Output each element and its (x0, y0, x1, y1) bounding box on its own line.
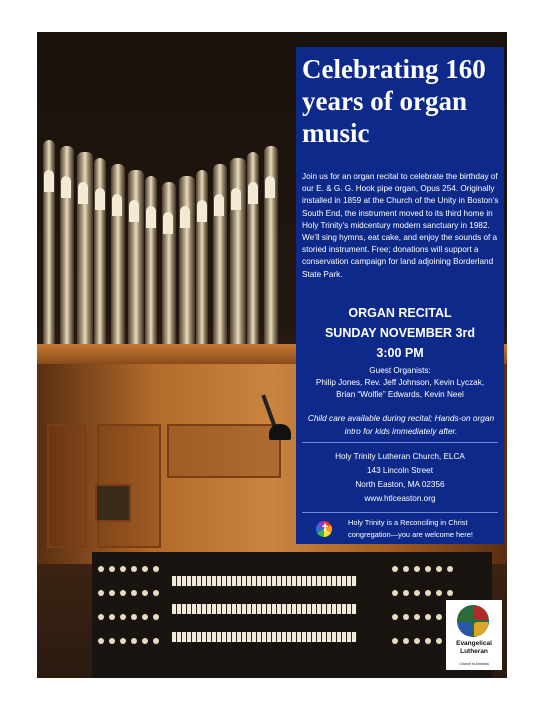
organ-stop (447, 590, 453, 596)
organ-manual (172, 576, 357, 586)
organ-pipe-mouth (197, 200, 207, 222)
wood-panel (95, 484, 131, 522)
organ-stop (142, 638, 148, 644)
organ-stop (142, 590, 148, 596)
organ-pipe (213, 164, 227, 352)
organ-stop (425, 566, 431, 572)
elca-name: Evangelical Lutheran (456, 640, 492, 655)
reconciling-note: Holy Trinity is a Reconciling in Christ congregation—you are welcome here! (348, 518, 473, 539)
organ-manual (172, 632, 357, 642)
organ-stop (109, 590, 115, 596)
organ-pipe-mouth (95, 188, 105, 210)
divider (302, 442, 498, 443)
organ-pipe-mouth (265, 176, 275, 198)
elca-logo (446, 600, 502, 670)
organ-pipe-mouth (248, 182, 258, 204)
organ-stop (392, 614, 398, 620)
organ-stop (436, 638, 442, 644)
event-time: 3:00 PM (376, 346, 424, 360)
organ-pipe (179, 176, 195, 352)
cross-icon: ✝ (321, 523, 330, 534)
organ-pipe-mouth (129, 200, 139, 222)
organ-stop (447, 566, 453, 572)
organ-stop (403, 590, 409, 596)
organ-stop (403, 566, 409, 572)
guest-heading: Guest Organists: (369, 366, 431, 375)
organ-pipe (196, 170, 208, 352)
organ-pipe (128, 170, 144, 352)
elca-subtitle: Church in America (459, 662, 489, 666)
organ-stop (120, 590, 126, 596)
organ-stop (131, 614, 137, 620)
organ-pipe-mouth (61, 176, 71, 198)
organ-stop (403, 638, 409, 644)
organ-pipe-mouth (146, 206, 156, 228)
church-website[interactable]: www.htlceaston.org (364, 494, 436, 503)
organ-stop (120, 566, 126, 572)
organ-pipe (162, 182, 176, 352)
organ-stop (414, 566, 420, 572)
organ-stop (98, 590, 104, 596)
wood-panel (167, 424, 281, 478)
organ-pipe (145, 176, 157, 352)
organ-manual (172, 604, 357, 614)
organ-stop (98, 566, 104, 572)
organ-stop (98, 638, 104, 644)
organ-stop (392, 638, 398, 644)
organ-stop (392, 590, 398, 596)
guest-list-line: Philip Jones, Rev. Jeff Johnson, Kevin Lyczak, (315, 378, 485, 387)
organ-console (92, 552, 492, 678)
wood-panel (47, 424, 87, 548)
organ-stop (392, 566, 398, 572)
lamp-icon (269, 424, 291, 440)
organ-pipe-mouth (112, 194, 122, 216)
info-panel (296, 47, 504, 544)
organ-stop (425, 614, 431, 620)
organ-stop (120, 638, 126, 644)
organ-stop (153, 590, 159, 596)
intro-text: Join us for an organ recital to celebrate the birthday of our E. & G. G. Hook pipe organ, Opus 254. Originally installed in 1859 at the Church of the Unity in Boston’s South End, the instrument moved to its third home in Holy Trinity’s midcentury modern sanctuary in 1982. We’ll sing hymns, eat cake, and enjoy the sounds of a storied instrument. Free; donations will support a conservation campaign for land adjoining Borderland State Park. (302, 172, 499, 279)
organ-stop (436, 590, 442, 596)
organ-stop (109, 566, 115, 572)
organ-stop (414, 638, 420, 644)
organ-pipe-mouth (180, 206, 190, 228)
organ-stop (153, 566, 159, 572)
organ-pipe-mouth (44, 170, 54, 192)
organ-stop (425, 590, 431, 596)
organ-pipe-mouth (78, 182, 88, 204)
organ-stop (98, 614, 104, 620)
organ-stop (131, 566, 137, 572)
divider (302, 512, 498, 513)
organ-pipe (230, 158, 246, 352)
organ-pipe-mouth (231, 188, 241, 210)
organ-stop (131, 590, 137, 596)
event-date: SUNDAY NOVEMBER 3rd (324, 326, 476, 340)
guest-list-line: Brian “Wolfie” Edwards, Kevin Neel (336, 390, 464, 399)
organ-stop (153, 614, 159, 620)
organ-stop (403, 614, 409, 620)
organ-stop (414, 590, 420, 596)
organ-stop (131, 638, 137, 644)
organ-pipe (111, 164, 125, 352)
church-city: North Easton, MA 02356 (355, 480, 445, 489)
organ-stop (414, 614, 420, 620)
organ-stop (425, 638, 431, 644)
organ-stop (142, 614, 148, 620)
event-title: ORGAN RECITAL (348, 306, 452, 320)
organ-stop (142, 566, 148, 572)
church-street: 143 Lincoln Street (367, 466, 433, 475)
childcare-note: Child care available during recital; Hands-on organ intro for kids immediately after. (307, 413, 495, 436)
organ-stop (120, 614, 126, 620)
organ-stop (109, 614, 115, 620)
church-name: Holy Trinity Lutheran Church, ELCA (335, 452, 465, 461)
organ-pipe-mouth (163, 212, 173, 234)
organ-stop (436, 566, 442, 572)
organ-stop (109, 638, 115, 644)
elca-cross-icon (457, 605, 489, 637)
organ-stop (153, 638, 159, 644)
organ-stop (436, 614, 442, 620)
headline: Celebrating 160 years of organ music (302, 54, 486, 148)
organ-pipe-mouth (214, 194, 224, 216)
